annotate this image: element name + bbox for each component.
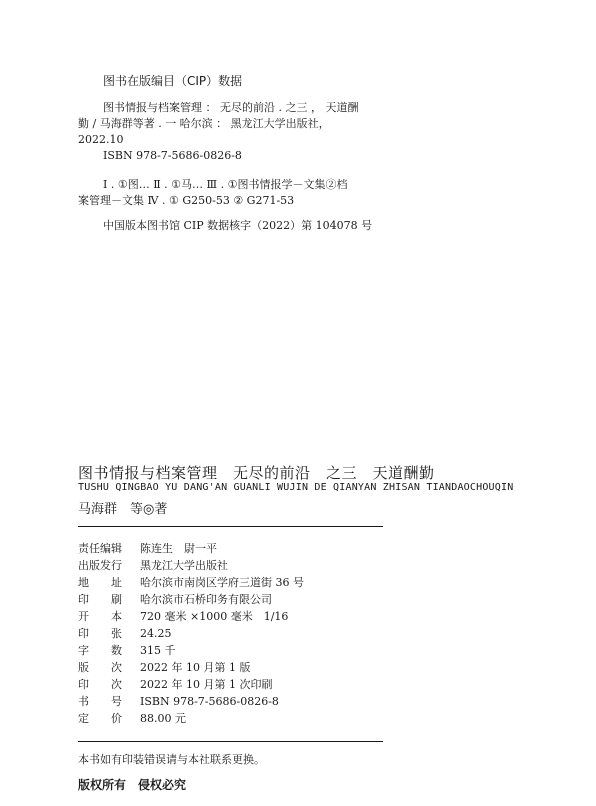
detail-value: 2022 年 10 月第 1 版 — [140, 661, 251, 674]
cip-line: Ⅰ . ①图… Ⅱ . ①马… Ⅲ . ①图书情报学－文集②档 — [103, 178, 348, 191]
detail-row — [78, 557, 228, 574]
detail-value: 315 千 — [140, 644, 176, 657]
detail-row — [78, 642, 176, 659]
detail-row — [78, 574, 304, 591]
detail-label: 印 次 — [78, 678, 122, 691]
cip-line: 中国版本图书馆 CIP 数据核字（2022）第 104078 号 — [103, 219, 373, 232]
cip-line: 案管理－文集 Ⅳ . ① G250-53 ② G271-53 — [78, 194, 295, 207]
detail-value: 2022 年 10 月第 1 次印刷 — [140, 678, 273, 691]
detail-label: 字 数 — [78, 644, 122, 657]
detail-value: 720 毫米 ×1000 毫米 1/16 — [140, 610, 289, 623]
detail-value: 陈连生 尉一平 — [140, 542, 217, 555]
divider-bottom — [78, 741, 383, 742]
detail-value: 哈尔滨市石桥印务有限公司 — [140, 593, 272, 606]
detail-row — [78, 608, 288, 625]
book-title-pinyin: TUSHU QINGBAO YU DANG'AN GUANLI WUJIN DE QIANYAN ZHISAN TIANDAOCHOUQIN — [78, 482, 514, 493]
detail-value: 哈尔滨市南岗区学府三道街 36 号 — [140, 576, 304, 589]
detail-row — [78, 591, 272, 608]
misprint-notice: 本书如有印装错误请与本社联系更换。 — [78, 753, 265, 766]
divider-top — [78, 526, 383, 527]
cip-line: ISBN 978-7-5686-0826-8 — [103, 149, 242, 162]
cip-line: 勤 / 马海群等著 . 一 哈尔滨 ： 黑龙江大学出版社， — [78, 117, 330, 130]
cip-line: 2022.10 — [78, 133, 124, 146]
detail-label: 责任编辑 — [78, 542, 122, 555]
detail-label: 印 张 — [78, 627, 122, 640]
detail-row — [78, 693, 279, 710]
detail-label: 出版发行 — [78, 559, 122, 572]
detail-label: 定 价 — [78, 712, 122, 725]
detail-label: 印 刷 — [78, 593, 122, 606]
copyright-notice: 版权所有 侵权必究 — [78, 778, 187, 792]
detail-value: 黑龙江大学出版社 — [140, 559, 228, 572]
detail-value: 24.25 — [140, 627, 172, 640]
detail-row — [78, 540, 217, 557]
book-title: 图书情报与档案管理 无尽的前沿 之三 天道酬勤 — [78, 464, 435, 482]
detail-label: 地 址 — [78, 576, 122, 589]
detail-value: 88.00 元 — [140, 712, 186, 725]
detail-label: 开 本 — [78, 610, 122, 623]
detail-row — [78, 710, 186, 727]
cip-heading: 图书在版编目（CIP）数据 — [103, 74, 243, 88]
detail-row — [78, 676, 272, 693]
detail-value: ISBN 978-7-5686-0826-8 — [140, 695, 279, 708]
detail-row — [78, 625, 172, 642]
detail-label: 版 次 — [78, 661, 122, 674]
cip-line: 图书情报与档案管理 ： 无尽的前沿 . 之三 ， 天道酬 — [103, 101, 359, 114]
detail-label: 书 号 — [78, 695, 122, 708]
book-author: 马海群 等◎著 — [78, 502, 168, 517]
detail-row — [78, 659, 250, 676]
